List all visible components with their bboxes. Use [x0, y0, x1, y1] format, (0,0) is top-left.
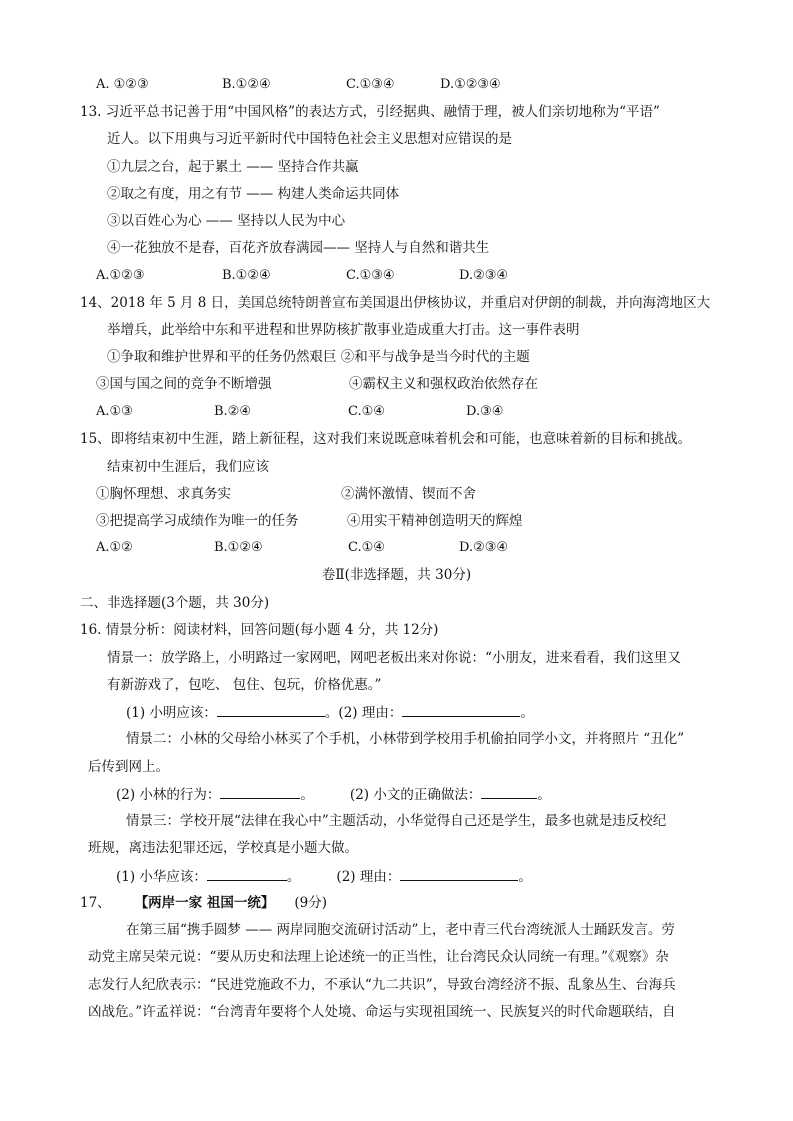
q12-option-d: D.①②③④: [440, 77, 501, 92]
q13-item-1: ①九层之台，起于累土 —— 坚持合作共赢: [107, 159, 359, 175]
q16-scenario1-questions: [126, 702, 534, 723]
q14-option-d: D.③④: [466, 404, 504, 419]
q12-option-b: B.①②④: [222, 77, 271, 92]
q16-s2-answer1-blank[interactable]: [220, 784, 300, 799]
q15-item-2: ②满怀激情、锲而不舍: [341, 486, 476, 502]
q16-s3-q1-label: (1) 小华应该：: [116, 869, 207, 885]
q16-title: 16. 情景分析：阅读材料，回答问题(每小题 4 分，共 12分): [80, 622, 439, 638]
q14-option-a: A.①③: [96, 404, 133, 419]
q14-items-line1: ①争取和维护世界和平的任务仍然艰巨 ②和平与战争是当今时代的主题: [107, 349, 530, 365]
q13-option-b: B.①②④: [222, 268, 271, 283]
q15-item-4: ④用实干精神创造明天的辉煌: [347, 513, 523, 529]
q17-paragraph-line2: 动党主席吴荣元说：“要从历史和法理上论述统一的正当性，让台湾民众认同统一有理。”《观察》杂: [88, 949, 669, 965]
q15-option-b: B.①②④: [214, 540, 263, 555]
q16-scenario2-line2: 后传到网上。: [88, 759, 169, 775]
q13-item-3: ③以百姓心为心 —— 坚持以人民为中心: [107, 213, 346, 229]
q15-item-1: ①胸怀理想、求真务实: [96, 486, 231, 502]
q16-s3-end1: 。: [286, 869, 301, 885]
q16-scenario3-questions: [116, 866, 532, 887]
q14-stem-line2: 举增兵，此举给中东和平进程和世界防核扩散事业造成重大打击。这一事件表明: [107, 322, 580, 338]
q13-option-d: D.②③④: [459, 268, 509, 283]
q15-option-a: A.①②: [96, 540, 133, 555]
q16-s3-answer2-blank[interactable]: [400, 866, 518, 881]
q16-s3-answer1-blank[interactable]: [207, 866, 287, 881]
q13-item-2: ②取之有度，用之有节 —— 构建人类命运共同体: [107, 186, 400, 202]
q16-s1-answer1-blank[interactable]: [217, 702, 325, 717]
q15-stem-line1: 15、即将结束初中生涯，踏上新征程，这对我们来说既意味着机会和可能，也意味着新的目标和挑战。: [80, 431, 692, 447]
q16-s2-end1: 。: [300, 787, 314, 803]
q14-stem-line1: 14、2018 年 5 月 8 日，美国总统特朗普宣布美国退出伊核协议，并重启对伊朗的制裁，并向海湾地区大: [80, 295, 711, 311]
q16-scenario2-questions: [116, 784, 551, 805]
q17-heading: [80, 893, 327, 913]
q16-s2-answer2-blank[interactable]: [481, 784, 537, 799]
q15-option-c: C.①④: [348, 540, 385, 555]
q16-s1-end: 。: [520, 705, 534, 721]
q13-option-c: C.①③④: [346, 268, 395, 283]
q17-number: 17、: [80, 895, 111, 911]
q17-tag: 【两岸一家 祖国一统】: [134, 895, 275, 911]
q13-option-a: A.①②③: [96, 268, 145, 283]
q17-paragraph-line4: 凶战危。”许孟祥说：“台湾青年要将个人处境、命运与实现祖国统一、民族复兴的时代命题联结，自: [88, 1004, 676, 1020]
q13-stem-line1: 13. 习近平总书记善于用“中国风格”的表达方式，引经据典、融情于理，被人们亲切地称为“平语”: [80, 104, 660, 120]
q13-stem-line2: 近人。以下用典与习近平新时代中国特色社会主义思想对应错误的是: [107, 131, 512, 147]
q16-s3-q2-label: (2) 理由：: [336, 869, 401, 885]
q17-score: (9分): [294, 895, 328, 911]
q12-option-c: C.①③④: [346, 77, 395, 92]
q16-s1-answer2-blank[interactable]: [402, 702, 520, 717]
q16-s1-q2-label: 。(2) 理由：: [324, 705, 403, 721]
q12-option-a: A. ①②③: [96, 77, 149, 92]
q14-option-c: C.①④: [348, 404, 385, 419]
q16-scenario3-line1: 情景三：学校开展“法律在我心中”主题活动，小华觉得自己还是学生，最多也就是违反校纪: [126, 813, 667, 829]
q16-s2-q2-label: (2) 小文的正确做法：: [349, 787, 482, 803]
q16-scenario3-line2: 班规，离违法犯罪还远，学校真是小题大做。: [88, 840, 358, 856]
q17-paragraph-line1: 在第三届“携手圆梦 —— 两岸同胞交流研讨活动”上，老中青三代台湾统派人士踊跃发言。劳: [126, 922, 675, 938]
q15-stem-line2: 结束初中生涯后，我们应该: [107, 459, 269, 475]
volume-2-title: 卷Ⅱ(非选择题，共 30分): [321, 567, 472, 583]
q14-option-b: B.②④: [214, 404, 251, 419]
q16-scenario1-line2: 有新游戏了，包吃、 包住、包玩，价格优惠。”: [107, 677, 382, 693]
q16-s2-end2: 。: [537, 787, 551, 803]
q15-option-d: D.②③④: [459, 540, 509, 555]
q13-item-4: ④一花独放不是春，百花齐放春满园—— 坚持人与自然和谐共生: [107, 240, 490, 256]
q17-paragraph-line3: 志发行人纪欣表示：“民进党施政不力，不承认“九二共识”，导致台湾经济不振、乱象丛生、台海兵: [88, 977, 676, 993]
q16-s2-q1-label: (2) 小林的行为：: [116, 787, 221, 803]
q16-scenario1-line1: 情景一：放学路上，小明路过一家网吧，网吧老板出来对你说：“小朋友，进来看看，我们这里又: [107, 650, 681, 666]
q16-s1-q1-label: (1) 小明应该：: [126, 705, 217, 721]
q14-item-3: ③国与国之间的竞争不断增强: [96, 376, 272, 392]
q14-item-4: ④霸权主义和强权政治依然存在: [349, 376, 538, 392]
q16-s3-end2: 。: [518, 869, 532, 885]
section-2-title: 二、非选择题(3个题，共 30分): [80, 595, 270, 611]
q15-item-3: ③把提高学习成绩作为唯一的任务: [96, 513, 299, 529]
q16-scenario2-line1: 情景二：小林的父母给小林买了个手机，小林带到学校用手机偷拍同学小文，并将照片 “丑化”: [126, 731, 685, 747]
